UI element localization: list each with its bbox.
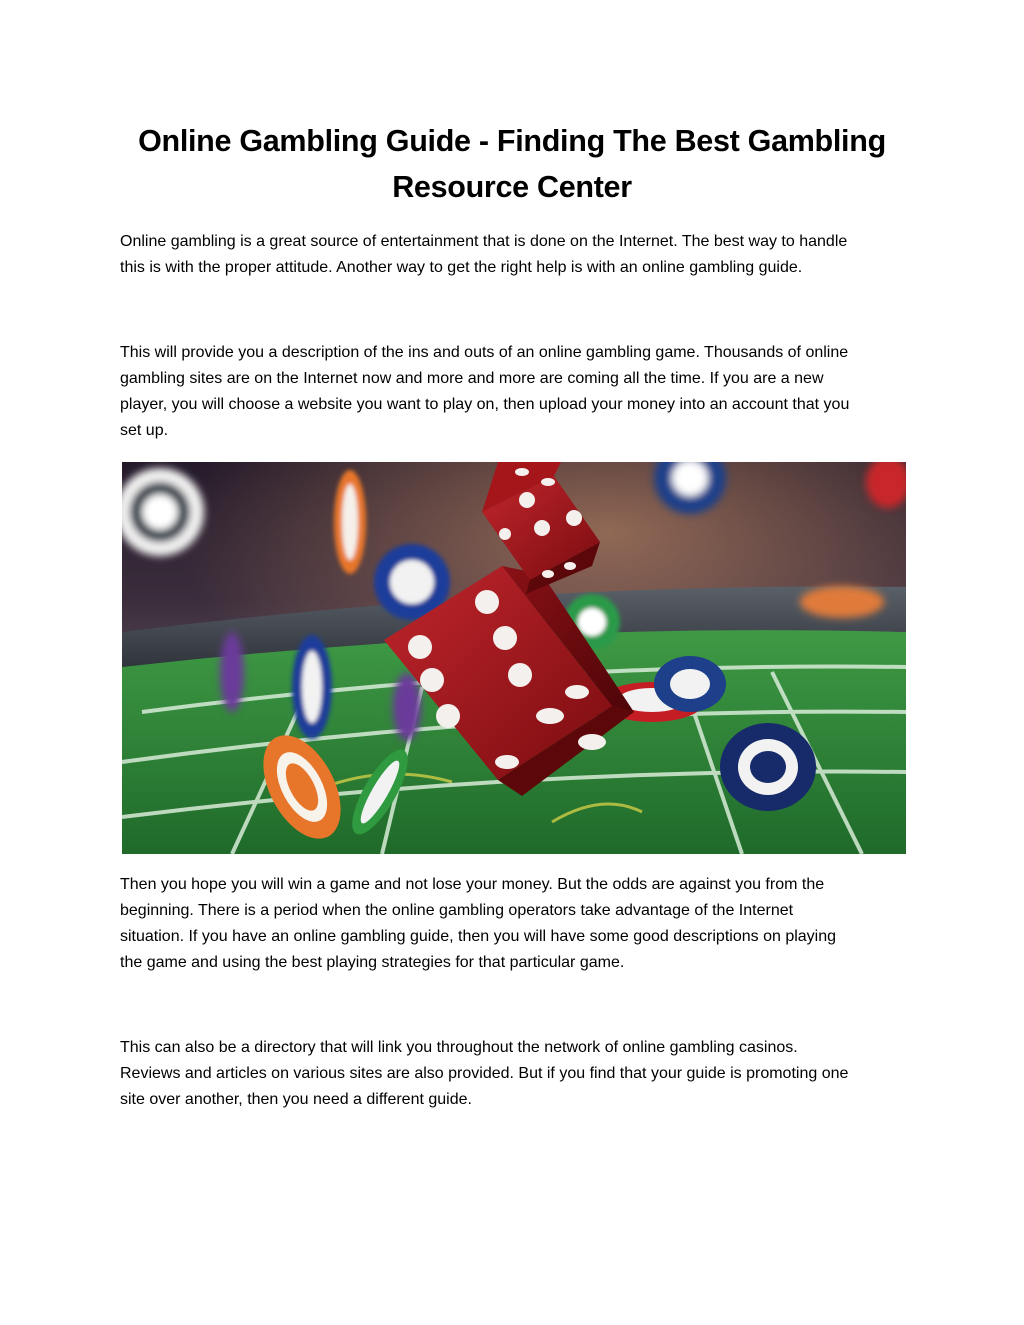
title-line: Online Gambling Guide - Finding The Best Gambling — [138, 124, 886, 158]
text-line: beginning. There is a period when the online gambling operators take advantage of the Internet — [120, 902, 794, 919]
text-line: player, you will choose a website you want to play on, then upload your money into an account that you — [120, 396, 850, 413]
text-line: Reviews and articles on various sites are also provided. But if you find that your guide is promoting one — [120, 1065, 849, 1082]
text-line: the game and using the best playing strategies for that particular game. — [120, 954, 625, 971]
text-line: This can also be a directory that will link you throughout the network of online gambling casinos. — [120, 1039, 798, 1056]
text-line: set up. — [120, 422, 169, 439]
intro-paragraph — [120, 229, 920, 281]
text-line: Online gambling is a great source of entertainment that is done on the Internet. The best way to handle — [120, 233, 848, 250]
text-line: Then you hope you will win a game and not lose your money. But the odds are against you from the — [120, 876, 825, 893]
title-line: Resource Center — [392, 170, 632, 204]
text-line: This will provide you a description of the ins and outs of an online gambling game. Thousands of online — [120, 344, 849, 361]
text-line: gambling sites are on the Internet now and more and more are coming all the time. If you are a new — [120, 370, 824, 387]
casino-dice-image — [122, 462, 906, 854]
page-title — [120, 118, 904, 210]
description-paragraph — [120, 340, 920, 444]
text-line: this is with the proper attitude. Another way to get the right help is with an online gambling guide. — [120, 259, 803, 276]
text-line: site over another, then you need a different guide. — [120, 1091, 472, 1108]
odds-paragraph — [120, 872, 920, 976]
text-line: situation. If you have an online gambling guide, then you will have some good descriptions on playing — [120, 928, 837, 945]
directory-paragraph — [120, 1035, 920, 1113]
